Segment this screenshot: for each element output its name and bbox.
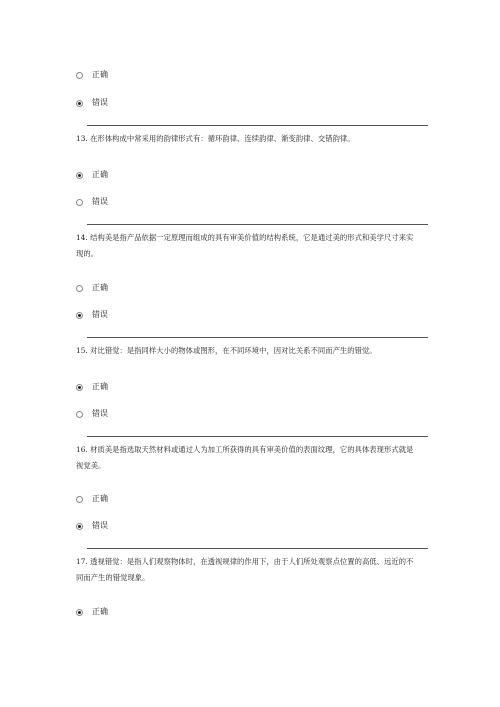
q13-radio-wrong[interactable] [76, 199, 83, 206]
q16-radio-wrong[interactable] [76, 523, 83, 530]
q14-option-wrong[interactable] [76, 308, 108, 322]
q12-option-wrong[interactable] [76, 96, 108, 110]
q13-radio-correct[interactable] [76, 172, 83, 179]
divider [87, 224, 428, 225]
q15-option-correct[interactable] [76, 380, 108, 394]
question-14-text: 14. 结构美是指产品依据一定原理而组成的具有审美价值的结构系统，它是通过美的形式和美学尺寸来实现的。 [76, 233, 414, 258]
q12-radio-correct[interactable] [76, 72, 83, 79]
q14-option-correct-label: 正确 [92, 283, 108, 292]
divider [87, 548, 428, 549]
q12-option-wrong-label: 错误 [92, 98, 108, 107]
q16-option-correct-label: 正确 [92, 494, 108, 503]
question-16-text: 16. 材质美是指选取天然材料或通过人为加工所获得的具有审美价值的表面纹理，它的具体表现形式就是视觉美。 [76, 445, 414, 470]
q14-radio-wrong[interactable] [76, 312, 83, 319]
q14-option-correct[interactable] [76, 281, 108, 295]
q12-option-correct[interactable] [76, 68, 108, 82]
q13-option-wrong[interactable] [76, 195, 108, 209]
question-13-text: 13. 在形体构成中常采用的韵律形式有：循环韵律、连续韵律、渐变韵律、交错韵律。 [76, 134, 355, 143]
divider [87, 436, 428, 437]
q15-radio-wrong[interactable] [76, 411, 83, 418]
q16-option-wrong[interactable] [76, 519, 108, 533]
q17-option-correct-label: 正确 [92, 607, 108, 616]
q14-radio-correct[interactable] [76, 285, 83, 292]
q14-option-wrong-label: 错误 [92, 310, 108, 319]
q17-radio-correct[interactable] [76, 609, 83, 616]
q13-option-correct[interactable] [76, 168, 108, 182]
q16-option-wrong-label: 错误 [92, 521, 108, 530]
q15-radio-correct[interactable] [76, 384, 83, 391]
q15-option-correct-label: 正确 [92, 382, 108, 391]
q12-radio-wrong[interactable] [76, 100, 83, 107]
question-15-text: 15. 对比错觉：是指同样大小的物体或图形，在不同环境中，因对比关系不同而产生的错觉。 [76, 346, 377, 355]
q13-option-correct-label: 正确 [92, 170, 108, 179]
q12-option-correct-label: 正确 [92, 70, 108, 79]
question-17-text: 17. 透视错觉：是指人们观察物体时，在透视规律的作用下，由于人们所处观察点位置的高低、远近的不同而产生的错觉现象。 [76, 557, 414, 582]
q16-radio-correct[interactable] [76, 496, 83, 503]
divider [87, 125, 428, 126]
q15-option-wrong[interactable] [76, 407, 108, 421]
q15-option-wrong-label: 错误 [92, 409, 108, 418]
q16-option-correct[interactable] [76, 492, 108, 506]
q13-option-wrong-label: 错误 [92, 197, 108, 206]
q17-option-correct[interactable] [76, 605, 108, 619]
divider [87, 337, 428, 338]
